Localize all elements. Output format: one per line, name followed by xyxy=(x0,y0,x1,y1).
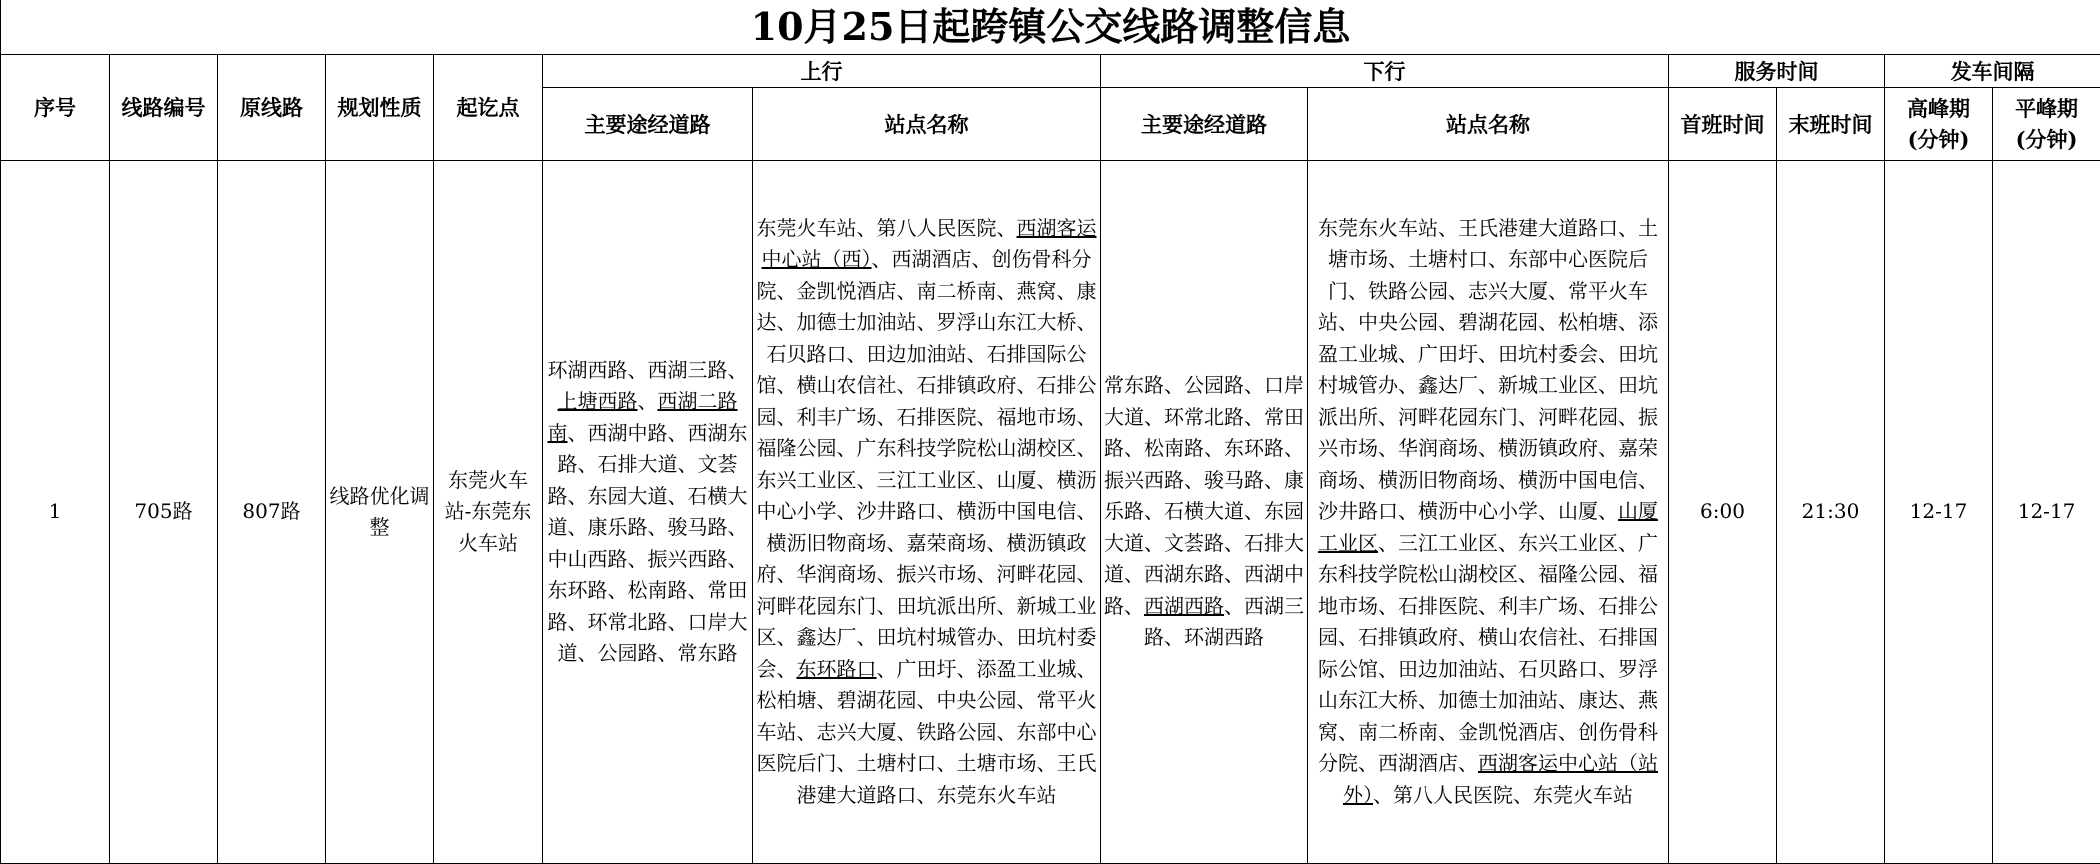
down-stops-text-1: 东莞东火车站、王氏港建大道路口、土塘市场、土塘村口、东部中心医院后门、铁路公园、志兴大厦、常平火车站、中央公园、碧湖花园、松柏塘、添盈工业城、广田圩、田坑村委会、田坑村城管办、鑫达厂、新城工业区、田坑派出所、河畔花园东门、河畔花园、振兴市场、华润商场、横沥镇政府、嘉荣商场、横沥旧物商场、横沥中国电信、沙井路口、横沥中心小学、山厦、 xyxy=(1318,215,1658,524)
header-interval: 发车间隔 xyxy=(1885,55,2100,88)
header-peak xyxy=(1885,88,1993,161)
page-title: 10月25日起跨镇公交线路调整信息 xyxy=(1,0,2100,55)
header-peak-unit: (分钟) xyxy=(1907,127,1970,152)
header-orig-route: 原线路 xyxy=(218,55,326,161)
down-stops-text-2: 、三江工业区、东兴工业区、广东科技学院松山湖校区、福隆公园、福地市场、石排医院、利丰广场、石排公园、石排镇政府、横山农信社、石排国际公馆、田边加油站、石贝路口、罗浮山东江大桥、加德士加油站、康达、燕窝、南二桥南、金凯悦酒店、创伤骨科分院、西湖酒店、 xyxy=(1318,530,1658,776)
cell-offpeak-interval: 12-17 xyxy=(1993,161,2100,864)
up-roads-text-2: 、 xyxy=(637,389,658,413)
table-row xyxy=(1,161,2100,864)
header-offpeak-label: 平峰期 xyxy=(2015,96,2079,121)
cell-last-bus: 21:30 xyxy=(1777,161,1885,864)
cell-down-roads xyxy=(1101,161,1308,864)
cell-route-no: 705路 xyxy=(110,161,218,864)
up-stops-underlined-2: 东环路口 xyxy=(796,656,877,681)
header-plan-nature: 规划性质 xyxy=(326,55,434,161)
cell-plan-nature: 线路优化调整 xyxy=(326,161,434,864)
header-up-main-roads: 主要途经道路 xyxy=(543,88,753,161)
header-service-time: 服务时间 xyxy=(1669,55,1885,88)
cell-seq: 1 xyxy=(1,161,110,864)
up-stops-text-2: 、西湖酒店、创伤骨科分院、金凯悦酒店、南二桥南、燕窝、康达、加德士加油站、罗浮山东江大桥、石贝路口、田边加油站、石排国际公馆、横山农信社、石排镇政府、石排公园、利丰广场、石排医院、福地市场、福隆公园、广东科技学院松山湖校区、东兴工业区、三江工业区、山厦、横沥中心小学、沙井路口、横沥中国电信、横沥旧物商场、嘉荣商场、横沥镇政府、华润商场、振兴市场、河畔花园、河畔花园东门、田坑派出所、新城工业区、鑫达厂、田坑村城管办、田坑村委会、 xyxy=(756,247,1097,681)
header-down-main-roads: 主要途经道路 xyxy=(1101,88,1308,161)
header-route-no: 线路编号 xyxy=(110,55,218,161)
cell-up-stops xyxy=(753,161,1101,864)
cell-first-bus: 6:00 xyxy=(1669,161,1777,864)
down-roads-underlined-1: 西湖西路 xyxy=(1144,593,1224,618)
up-roads-text-3: 、西湖中路、西湖东路、石排大道、文荟路、东园大道、石横大道、康乐路、骏马路、中山西路、振兴西路、东环路、松南路、常田路、环常北路、口岸大道、公园路、常东路 xyxy=(547,420,748,665)
header-down-stop-names: 站点名称 xyxy=(1308,88,1669,161)
cell-orig-route: 807路 xyxy=(218,161,326,864)
cell-peak-interval: 12-17 xyxy=(1885,161,1993,864)
up-roads-underlined-2: 西湖二路南 xyxy=(547,389,738,445)
down-stops-text-3: 、第八人民医院、东莞火车站 xyxy=(1373,782,1633,807)
header-first-bus: 首班时间 xyxy=(1669,88,1777,161)
cell-terminals: 东莞火车站-东莞东火车站 xyxy=(434,161,543,864)
up-roads-underlined-1: 上塘西路 xyxy=(557,389,638,413)
header-last-bus: 末班时间 xyxy=(1777,88,1885,161)
header-upbound: 上行 xyxy=(543,55,1101,88)
down-stops-underlined-2: 西湖客运中心站（站外） xyxy=(1343,751,1658,807)
up-stops-underlined-1: 西湖客运中心站（西） xyxy=(761,215,1097,272)
header-downbound: 下行 xyxy=(1101,55,1669,88)
down-roads-text-1: 常东路、公园路、口岸大道、环常北路、常田路、松南路、东环路、振兴西路、骏马路、康乐路、石横大道、东园大道、文荟路、石排大道、西湖东路、西湖中路、 xyxy=(1104,373,1304,618)
header-up-stop-names: 站点名称 xyxy=(753,88,1101,161)
cell-up-roads xyxy=(543,161,753,864)
header-terminals: 起讫点 xyxy=(434,55,543,161)
up-roads-text-1: 环湖西路、西湖三路、 xyxy=(547,357,748,382)
down-stops-underlined-1: 山厦工业区 xyxy=(1318,499,1658,555)
cell-down-stops xyxy=(1308,161,1669,864)
header-offpeak-unit: (分钟) xyxy=(2015,127,2078,152)
up-stops-text-3: 、广田圩、添盈工业城、松柏塘、碧湖花园、中央公园、常平火车站、志兴大厦、铁路公园、东部中心医院后门、土塘村口、土塘市场、王氏港建大道路口、东莞东火车站 xyxy=(756,656,1097,807)
header-seq: 序号 xyxy=(1,55,110,161)
up-stops-text-1: 东莞火车站、第八人民医院、 xyxy=(756,215,1017,240)
header-peak-label: 高峰期 xyxy=(1907,96,1970,121)
header-offpeak xyxy=(1993,88,2100,161)
down-roads-text-2: 、西湖三路、环湖西路 xyxy=(1144,593,1304,650)
